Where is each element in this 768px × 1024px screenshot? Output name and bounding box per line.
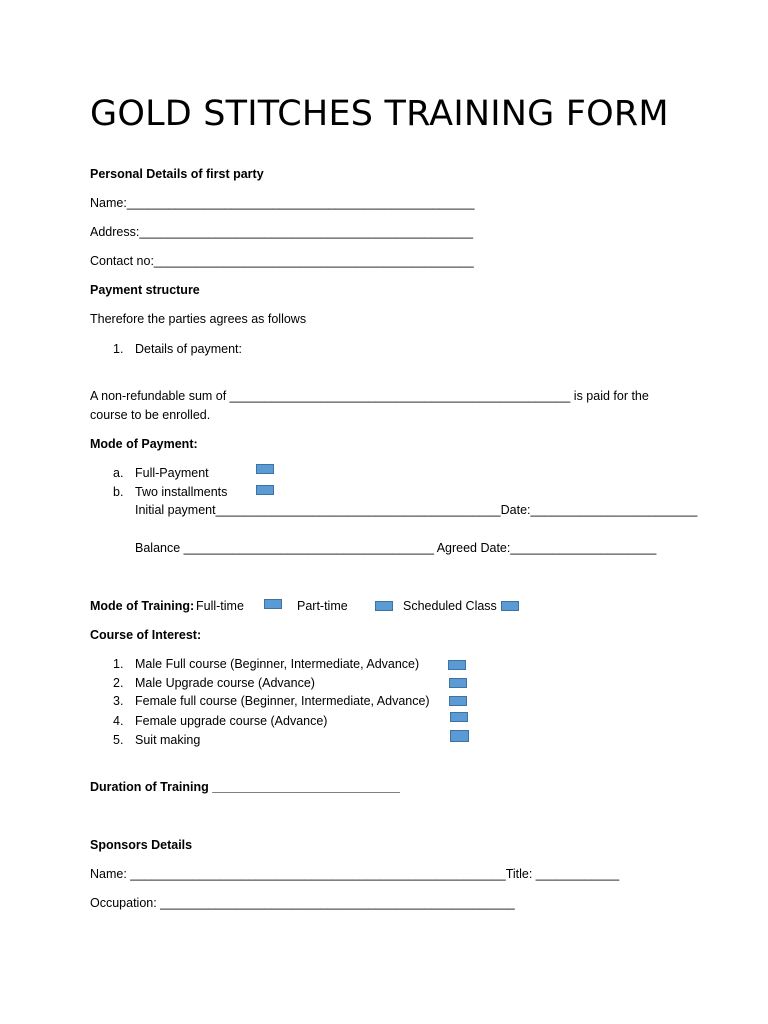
course-2-checkbox[interactable]: [449, 678, 467, 688]
course-5-checkbox[interactable]: [450, 730, 469, 742]
course-item-number: 2.: [113, 676, 124, 690]
sponsors-details-heading: Sponsors Details: [90, 838, 193, 852]
full-time-checkbox[interactable]: [264, 599, 282, 609]
address-field-line[interactable]: Address:________________________________________________: [90, 225, 474, 239]
payment-item-label: Details of payment:: [135, 342, 242, 356]
course-item-label: Female full course (Beginner, Intermediate, Advance): [135, 694, 430, 708]
course-3-checkbox[interactable]: [449, 696, 467, 706]
course-item-label: Male Full course (Beginner, Intermediate, Advance): [135, 657, 420, 671]
course-1-checkbox[interactable]: [448, 660, 466, 670]
course-item-label: Female upgrade course (Advance): [135, 714, 328, 728]
full-time-label: Full-time: [196, 599, 244, 613]
full-payment-label: Full-Payment: [135, 466, 209, 480]
course-item-label: Suit making: [135, 733, 201, 747]
two-installments-checkbox[interactable]: [256, 485, 274, 495]
contact-field-line[interactable]: Contact no:______________________________________________: [90, 254, 474, 268]
two-installments-label: Two installments: [135, 485, 228, 499]
course-4-checkbox[interactable]: [450, 712, 468, 722]
scheduled-class-checkbox[interactable]: [501, 601, 519, 611]
balance-line[interactable]: Balance ____________________________________ Agreed Date:_____________________: [135, 541, 657, 555]
payment-intro-text: Therefore the parties agrees as follows: [90, 312, 307, 326]
mode-of-training-heading: Mode of Training:: [90, 599, 195, 613]
initial-payment-line[interactable]: Initial payment_________________________________________Date:________________________: [135, 503, 698, 517]
sponsor-occupation-line[interactable]: Occupation: ___________________________________________________: [90, 896, 515, 910]
course-item-number: 3.: [113, 694, 124, 708]
payment-structure-heading: Payment structure: [90, 283, 200, 297]
course-item-number: 5.: [113, 733, 124, 747]
payment-item-number: 1.: [113, 342, 124, 356]
course-item-label: Male Upgrade course (Advance): [135, 676, 315, 690]
mode-of-payment-heading: Mode of Payment:: [90, 437, 198, 451]
course-item-number: 1.: [113, 657, 124, 671]
course-of-interest-heading: Course of Interest:: [90, 628, 202, 642]
non-refundable-sum-text[interactable]: A non-refundable sum of _________________________________________________ is paid for the course to be enrolled.: [90, 389, 649, 422]
course-item-number: 4.: [113, 714, 124, 728]
personal-details-heading: Personal Details of first party: [90, 167, 264, 181]
name-field-line[interactable]: Name:__________________________________________________: [90, 196, 475, 210]
scheduled-class-label: Scheduled Class: [403, 599, 497, 613]
form-title: GOLD STITCHES TRAINING FORM: [90, 94, 669, 134]
part-time-checkbox[interactable]: [375, 601, 393, 611]
part-time-label: Part-time: [297, 599, 348, 613]
duration-of-training-line[interactable]: Duration of Training ___________________________: [90, 780, 400, 794]
payment-option-letter: a.: [113, 466, 124, 480]
sponsor-name-title-line[interactable]: Name: ______________________________________________________Title: ____________: [90, 867, 620, 881]
full-payment-checkbox[interactable]: [256, 464, 274, 474]
payment-option-letter: b.: [113, 485, 124, 499]
